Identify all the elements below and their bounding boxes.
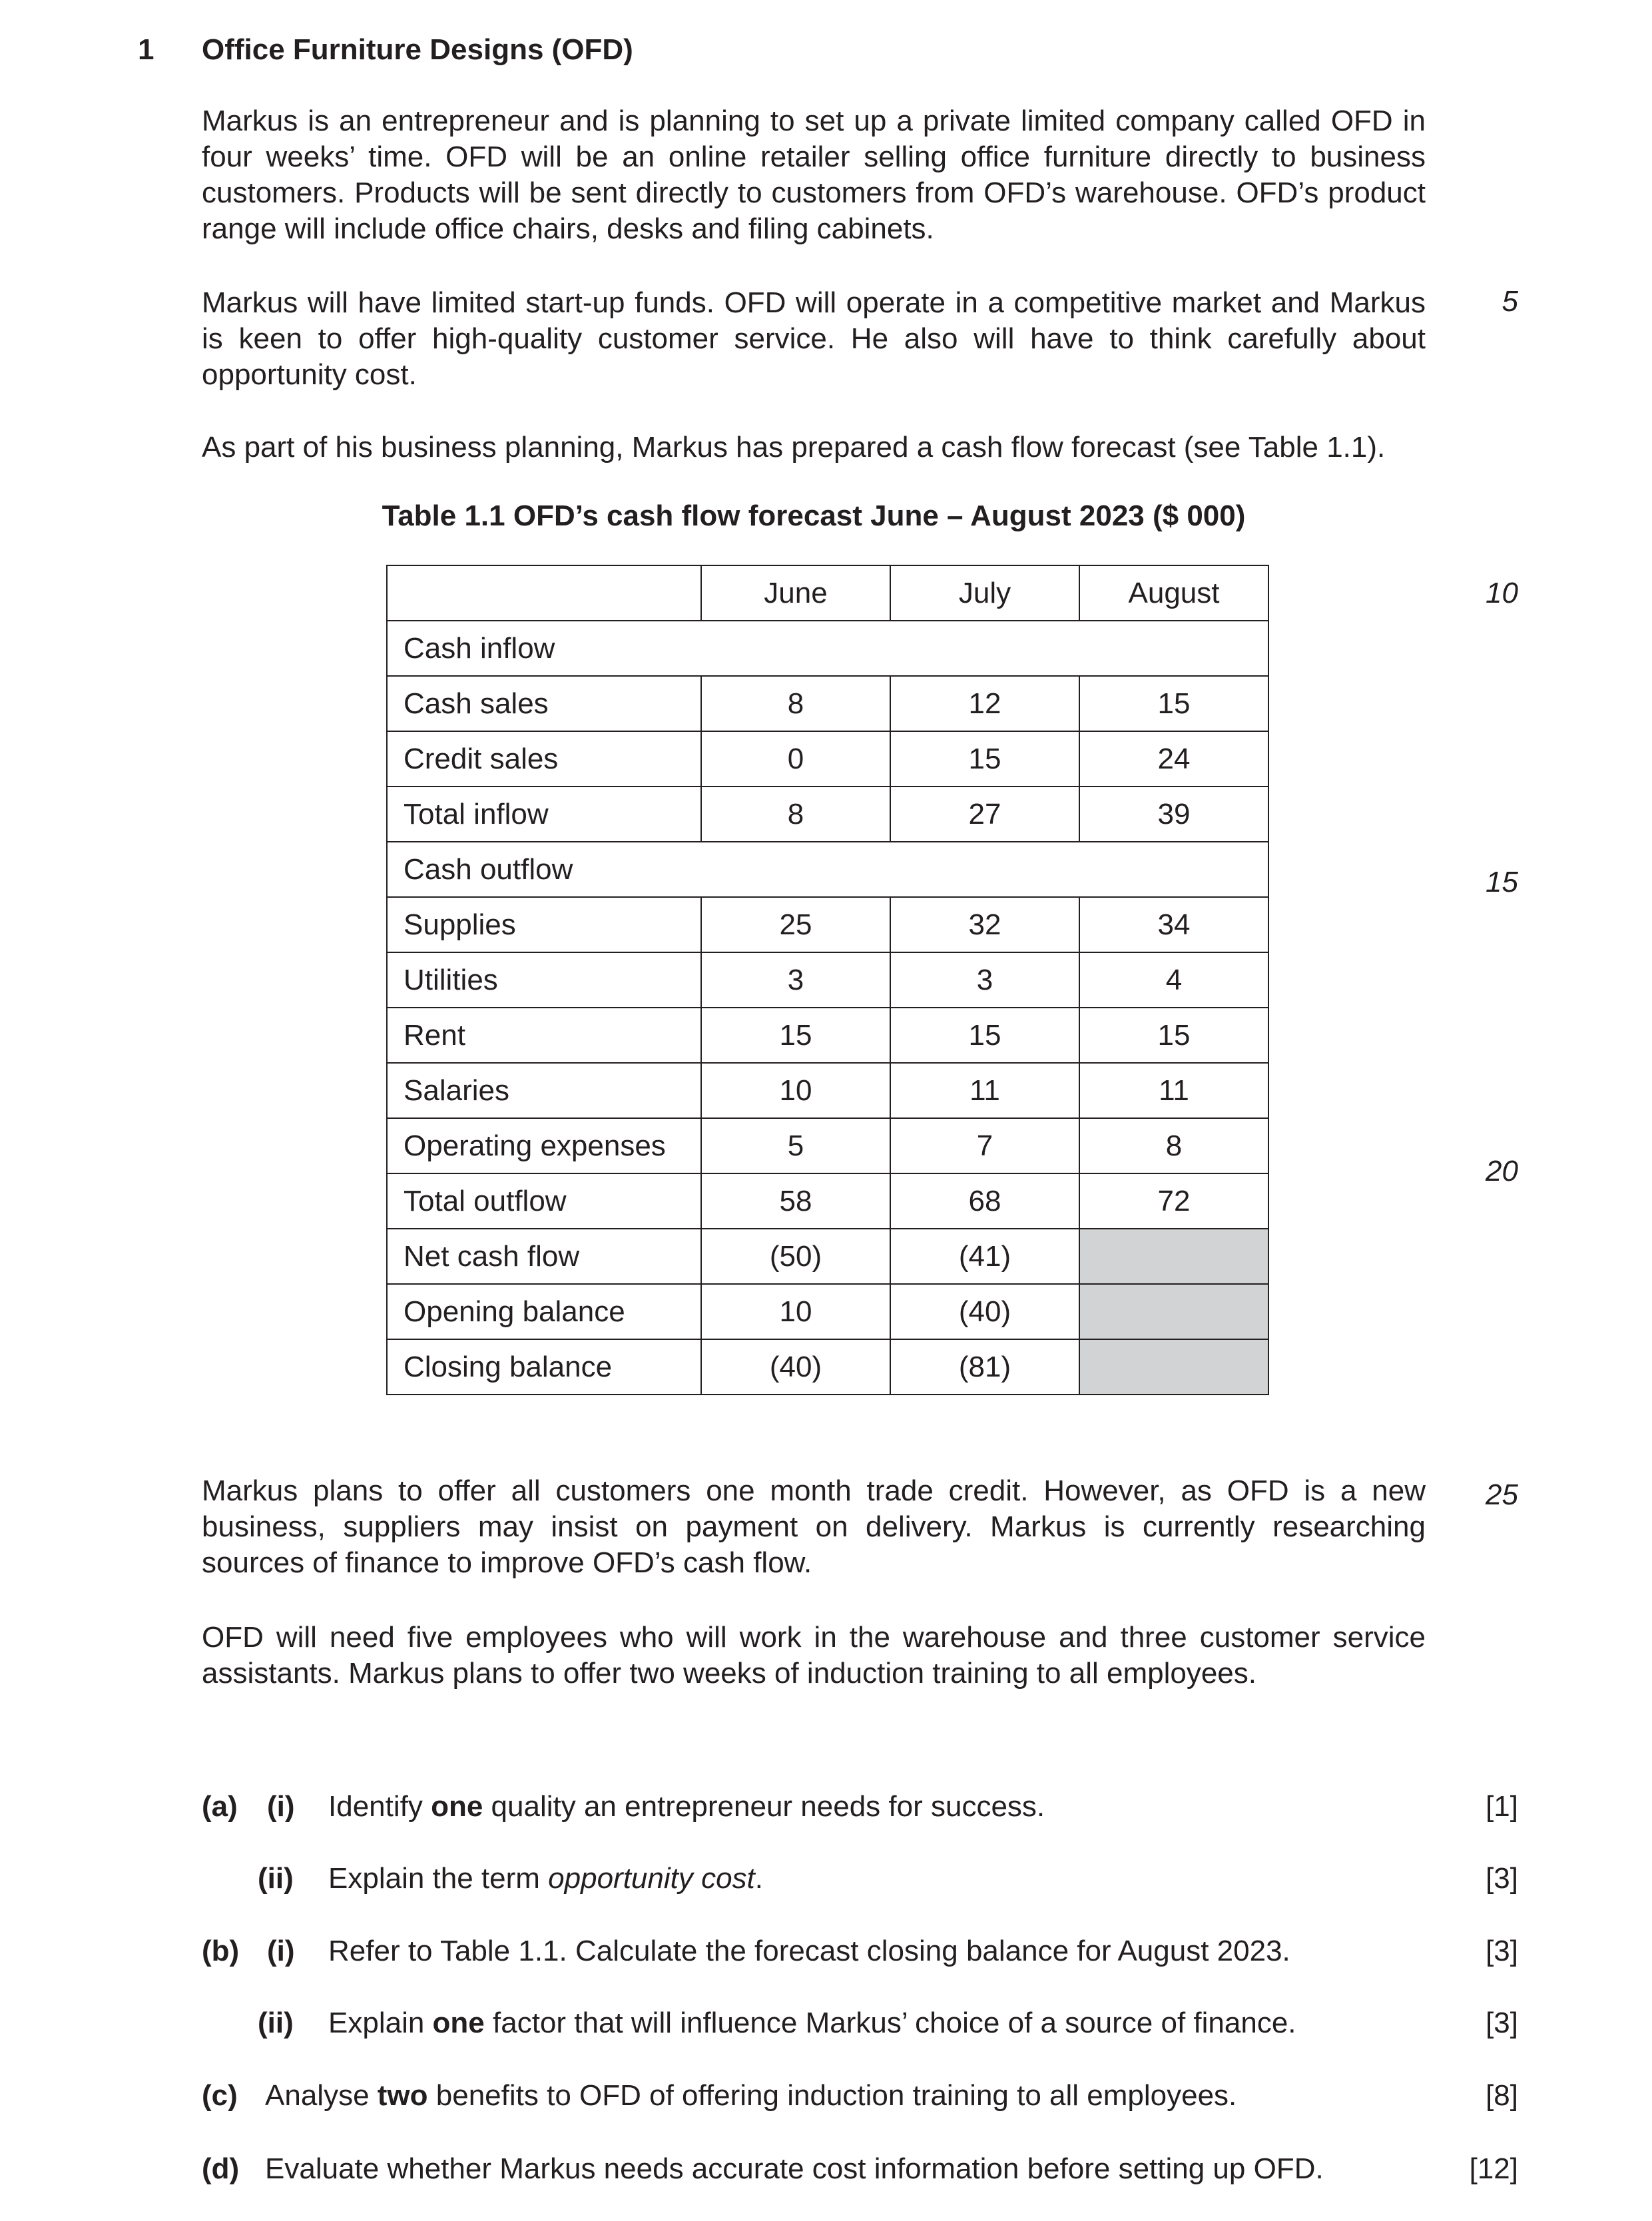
- question-c-emphasis: two: [377, 2079, 428, 2112]
- question-b-ii-emphasis: one: [432, 2007, 485, 2039]
- cell-july: (41): [890, 1229, 1079, 1284]
- section-label-inflow: Cash inflow: [387, 621, 1268, 676]
- paragraph-intro: Markus is an entrepreneur and is planning to set up a private limited company called OFD in four weeks’ time. OFD will be an online retailer selling office furniture directly to business customers. Products will be sent directly to customers from OFD’s warehouse. OFD’s product range will include office chairs, desks and filing cabinets.: [202, 105, 1426, 245]
- question-b-ii-post: factor that will influence Markus’ choice of a source of finance.: [484, 2007, 1296, 2039]
- mark-b-i: [3]: [1486, 1935, 1518, 1967]
- cell-june: 10: [701, 1284, 890, 1339]
- line-number-25: 25: [1486, 1478, 1518, 1511]
- question-number: 1: [138, 33, 154, 66]
- cell-june: 8: [701, 676, 890, 731]
- cell-july: 12: [890, 676, 1079, 731]
- line-number-10: 10: [1486, 577, 1518, 609]
- question-a-ii-post: .: [754, 1862, 764, 1895]
- table-row: [387, 1339, 1268, 1395]
- header-empty-cell: [387, 565, 701, 621]
- question-a-i-emphasis: one: [431, 1790, 483, 1823]
- question-title: Office Furniture Designs (OFD): [202, 33, 633, 66]
- row-label: Opening balance: [387, 1284, 701, 1339]
- cell-july: 3: [890, 952, 1079, 1008]
- header-june: June: [701, 565, 890, 621]
- question-a-i-text: [328, 1790, 1045, 1823]
- cell-july: 15: [890, 1008, 1079, 1063]
- paragraph-employees: OFD will need five employees who will work in the warehouse and three customer service assistants. Markus plans to offer two weeks of induction training to all employees.: [202, 1621, 1426, 1690]
- cell-august: 15: [1079, 1008, 1268, 1063]
- mark-a-ii: [3]: [1486, 1862, 1518, 1895]
- mark-c: [8]: [1486, 2079, 1518, 2112]
- header-july: July: [890, 565, 1079, 621]
- question-b-i-text: Refer to Table 1.1. Calculate the forecast closing balance for August 2023.: [328, 1935, 1290, 1967]
- line-number-15: 15: [1486, 866, 1518, 898]
- mark-b-ii: [3]: [1486, 2007, 1518, 2039]
- cell-june: 5: [701, 1118, 890, 1173]
- section-row-outflow: [387, 842, 1268, 897]
- question-a-ii-emphasis: opportunity cost: [548, 1862, 755, 1895]
- row-label: Operating expenses: [387, 1118, 701, 1173]
- question-a-i-pre: Identify: [328, 1790, 431, 1823]
- cell-august-shaded: [1079, 1284, 1268, 1339]
- header-august: August: [1079, 565, 1268, 621]
- mark-a-i: [1]: [1486, 1790, 1518, 1823]
- paragraph-planning: As part of his business planning, Markus has prepared a cash flow forecast (see Table 1.1).: [202, 431, 1386, 464]
- cell-june: (50): [701, 1229, 890, 1284]
- cell-june: 3: [701, 952, 890, 1008]
- row-label: Closing balance: [387, 1339, 701, 1395]
- cell-june: 25: [701, 897, 890, 952]
- cell-july: 7: [890, 1118, 1079, 1173]
- question-d-label: (d): [202, 2152, 240, 2185]
- cell-august: 24: [1079, 731, 1268, 787]
- row-label: Total inflow: [387, 787, 701, 842]
- row-label: Cash sales: [387, 676, 701, 731]
- cell-june: (40): [701, 1339, 890, 1395]
- cell-june: 8: [701, 787, 890, 842]
- cell-july: (40): [890, 1284, 1079, 1339]
- row-label: Salaries: [387, 1063, 701, 1118]
- cell-july: 68: [890, 1173, 1079, 1229]
- table-row: [387, 1229, 1268, 1284]
- mark-d: [12]: [1469, 2152, 1518, 2185]
- question-b-i-label: (i): [267, 1935, 295, 1967]
- row-label: Rent: [387, 1008, 701, 1063]
- cell-july: 32: [890, 897, 1079, 952]
- row-label: Supplies: [387, 897, 701, 952]
- table-row: [387, 1063, 1268, 1118]
- row-label: Net cash flow: [387, 1229, 701, 1284]
- question-a-label: (a): [202, 1790, 238, 1823]
- question-a-i-label: (i): [267, 1790, 295, 1823]
- question-a-i-post: quality an entrepreneur needs for success.: [483, 1790, 1045, 1823]
- line-number-5: 5: [1502, 285, 1518, 318]
- table-row: [387, 787, 1268, 842]
- question-a-ii-pre: Explain the term: [328, 1862, 549, 1895]
- cell-july: 27: [890, 787, 1079, 842]
- question-b-ii-label: (ii): [258, 2007, 294, 2039]
- question-c-text: [265, 2079, 1237, 2112]
- table-caption: Table 1.1 OFD’s cash flow forecast June – August 2023 ($ 000): [382, 499, 1246, 532]
- cell-august: 8: [1079, 1118, 1268, 1173]
- cell-august: 39: [1079, 787, 1268, 842]
- cell-july: 11: [890, 1063, 1079, 1118]
- cell-august: 72: [1079, 1173, 1268, 1229]
- section-label-outflow: Cash outflow: [387, 842, 1268, 897]
- cell-july: (81): [890, 1339, 1079, 1395]
- table-row: [387, 731, 1268, 787]
- table-row: [387, 897, 1268, 952]
- cell-august: 15: [1079, 676, 1268, 731]
- row-label: Total outflow: [387, 1173, 701, 1229]
- question-c-pre: Analyse: [265, 2079, 378, 2112]
- row-label: Utilities: [387, 952, 701, 1008]
- cell-june: 58: [701, 1173, 890, 1229]
- cell-august: 4: [1079, 952, 1268, 1008]
- cell-august: 34: [1079, 897, 1268, 952]
- cell-june: 10: [701, 1063, 890, 1118]
- question-c-post: benefits to OFD of offering induction training to all employees.: [427, 2079, 1237, 2112]
- paragraph-trade-credit: Markus plans to offer all customers one month trade credit. However, as OFD is a new business, suppliers may insist on payment on delivery. Markus is currently researching sources of finance to improve OFD’s cash flow.: [202, 1474, 1426, 1579]
- question-a-ii-text: [328, 1862, 763, 1895]
- section-row-inflow: [387, 621, 1268, 676]
- table-row: [387, 676, 1268, 731]
- cell-june: 0: [701, 731, 890, 787]
- question-a-ii-label: (ii): [258, 1862, 294, 1895]
- table-row: [387, 1284, 1268, 1339]
- cell-june: 15: [701, 1008, 890, 1063]
- question-d-text: Evaluate whether Markus needs accurate cost information before setting up OFD.: [265, 2152, 1324, 2185]
- question-c-label: (c): [202, 2079, 238, 2112]
- table-header-row: [387, 565, 1268, 621]
- line-number-20: 20: [1486, 1155, 1518, 1187]
- question-b-label: (b): [202, 1935, 240, 1967]
- table-row: [387, 952, 1268, 1008]
- question-b-ii-text: [328, 2007, 1296, 2040]
- table-row: [387, 1008, 1268, 1063]
- cell-july: 15: [890, 731, 1079, 787]
- cash-flow-table: [386, 565, 1269, 1395]
- cell-august-shaded: [1079, 1339, 1268, 1395]
- row-label: Credit sales: [387, 731, 701, 787]
- table-row: [387, 1173, 1268, 1229]
- cell-august-shaded: [1079, 1229, 1268, 1284]
- question-b-ii-pre: Explain: [328, 2007, 433, 2039]
- paragraph-funds: Markus will have limited start-up funds. OFD will operate in a competitive market and Markus is keen to offer high-quality customer service. He also will have to think carefully about opportunity cost.: [202, 286, 1426, 391]
- cell-august: 11: [1079, 1063, 1268, 1118]
- table-row: [387, 1118, 1268, 1173]
